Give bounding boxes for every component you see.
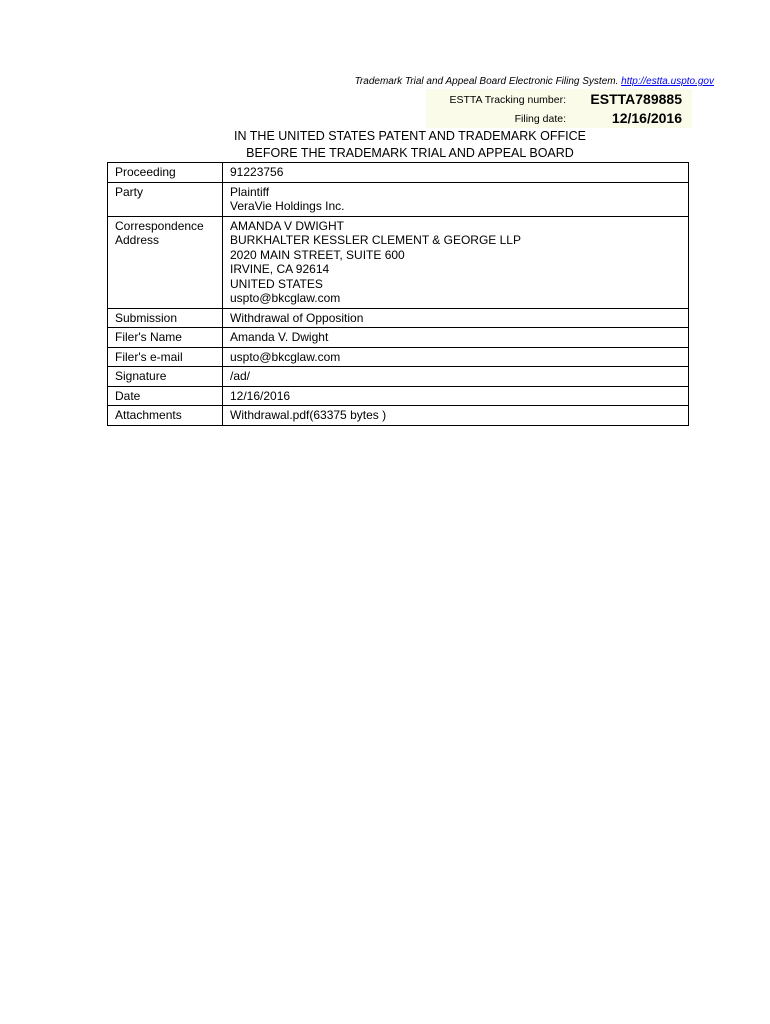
system-header [355, 76, 714, 87]
row-label [108, 347, 223, 367]
row-value [223, 163, 689, 183]
filing-date-value: 12/16/2016 [611, 110, 682, 126]
value-line: 12/16/2016 [230, 388, 291, 403]
label-line: Proceeding [115, 165, 176, 179]
value-line: IRVINE, CA 92614 [230, 262, 330, 276]
row-value [223, 386, 689, 406]
row-value [223, 216, 689, 308]
table-row [108, 328, 689, 348]
row-label [108, 182, 223, 216]
table-row [108, 163, 689, 183]
row-value [223, 367, 689, 387]
row-label [108, 328, 223, 348]
table-row [108, 347, 689, 367]
table-row [108, 367, 689, 387]
value-line: Plaintiff [230, 184, 270, 199]
value-line: UNITED STATES [230, 276, 323, 291]
row-label [108, 308, 223, 328]
filing-date-label: Filing date: [514, 113, 566, 125]
row-label [108, 386, 223, 406]
row-value [223, 406, 689, 426]
title-line: BEFORE THE TRADEMARK TRIAL AND APPEAL BOARD [246, 145, 574, 160]
row-label [108, 367, 223, 387]
value-line: Withdrawal.pdf(63375 bytes ) [230, 408, 387, 422]
table-row [108, 386, 689, 406]
value-line: /ad/ [230, 369, 251, 383]
tracking-value: ESTTA789885 [590, 91, 682, 107]
estta-link[interactable]: http://estta.uspto.gov [621, 76, 714, 87]
value-line: uspto@bkcglaw.com [230, 349, 341, 364]
title-line: IN THE UNITED STATES PATENT AND TRADEMARK OFFICE [234, 129, 586, 143]
row-label [108, 216, 223, 308]
row-value [223, 308, 689, 328]
tracking-label: ESTTA Tracking number: [449, 94, 566, 106]
row-value [223, 328, 689, 348]
label-line: Address [115, 233, 160, 247]
row-value [223, 347, 689, 367]
label-line: Party [115, 184, 144, 199]
label-line: Date [115, 388, 141, 403]
table-row [108, 406, 689, 426]
filing-table [107, 162, 689, 426]
page-title [107, 128, 713, 161]
label-line: Filer's Name [115, 330, 182, 344]
label-line: Attachments [115, 408, 182, 422]
row-label [108, 163, 223, 183]
label-line: Submission [115, 310, 178, 325]
table-row [108, 216, 689, 308]
value-line: VeraVie Holdings Inc. [230, 199, 345, 213]
value-line: Withdrawal of Opposition [230, 310, 364, 325]
label-line: Signature [115, 369, 167, 383]
value-line: BURKHALTER KESSLER CLEMENT & GEORGE LLP [230, 233, 521, 247]
value-line: AMANDA V DWIGHT [230, 218, 345, 233]
value-line: 91223756 [230, 165, 284, 179]
value-line: 2020 MAIN STREET, SUITE 600 [230, 247, 405, 262]
label-line: Correspondence [115, 218, 204, 233]
value-line: uspto@bkcglaw.com [230, 291, 341, 305]
label-line: Filer's e-mail [115, 349, 183, 364]
table-row [108, 308, 689, 328]
table-row [108, 182, 689, 216]
tracking-box [426, 89, 692, 128]
value-line: Amanda V. Dwight [230, 330, 329, 344]
row-value [223, 182, 689, 216]
row-label [108, 406, 223, 426]
system-text: Trademark Trial and Appeal Board Electronic Filing System. [354, 76, 619, 87]
